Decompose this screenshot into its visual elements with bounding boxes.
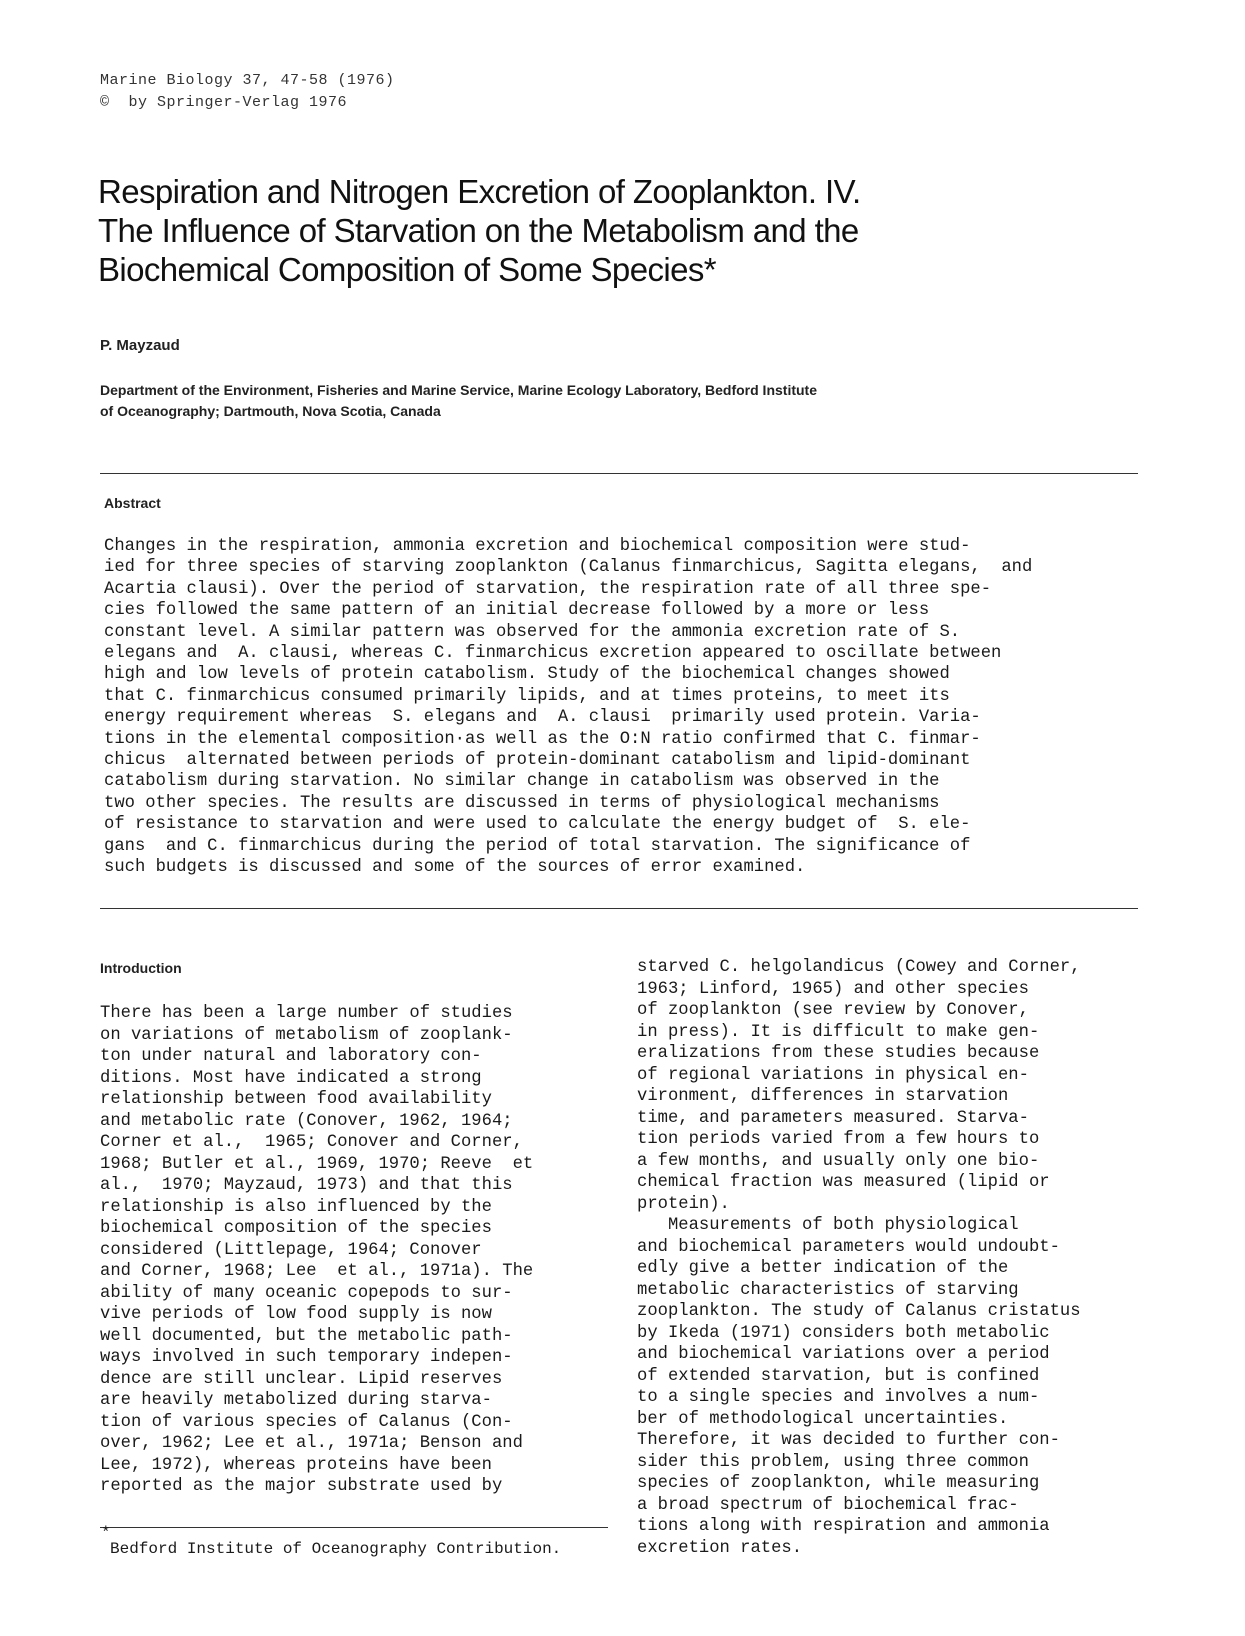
body-line: reported as the major substrate used by: [100, 1477, 503, 1496]
abstract-line: gans and C. finmarchicus during the period of total starvation. The significance of: [104, 836, 971, 856]
abstract-line: elegans and A. clausi, whereas C. finmarchicus excretion appeared to oscillate between: [104, 644, 1002, 664]
body-line: excretion rates.: [637, 1538, 803, 1558]
body-line: and biochemical variations over a period: [637, 1345, 1050, 1364]
body-line: tions along with respiration and ammonia: [637, 1517, 1050, 1536]
body-line: species of zooplankton, while measuring: [637, 1474, 1040, 1493]
abstract-line: tions in the elemental composition·as well as the O:N ratio confirmed that C. finmar-: [104, 729, 981, 749]
abstract-line: high and low levels of protein catabolism. Study of the biochemical changes showed: [104, 665, 950, 685]
title-line: Respiration and Nitrogen Excretion of Zooplankton. IV.: [98, 173, 861, 210]
body-line: relationship is also influenced by the: [100, 1197, 492, 1217]
body-line: ber of methodological uncertainties.: [637, 1409, 1009, 1429]
body-line: chemical fraction was measured (lipid or: [637, 1173, 1050, 1192]
body-line: metabolic characteristics of starving: [637, 1280, 1019, 1300]
journal-citation: Marine Biology 37, 47-58 (1976): [100, 72, 395, 89]
introduction-heading: Introduction: [100, 960, 182, 976]
body-line: a broad spectrum of biochemical frac-: [637, 1495, 1019, 1515]
abstract-bottom-rule: [100, 908, 1138, 909]
abstract-body: [104, 536, 1144, 879]
journal-copyright: © by Springer-Verlag 1976: [100, 94, 348, 111]
affiliation: [100, 380, 920, 422]
body-line: over, 1962; Lee et al., 1971a; Benson and: [100, 1434, 523, 1453]
abstract-line: of resistance to starvation and were used to calculate the energy budget of S. ele-: [104, 815, 971, 835]
body-line: of extended starvation, but is confined: [637, 1366, 1040, 1386]
author-name: P. Mayzaud: [100, 337, 180, 354]
abstract-line: catabolism during starvation. No similar change in catabolism was observed in the: [104, 772, 940, 792]
body-line: al., 1970; Mayzaud, 1973) and that this: [100, 1176, 513, 1195]
body-line: Measurements of both physiological: [637, 1216, 1019, 1235]
body-line: ability of many oceanic copepods to sur-: [100, 1283, 513, 1303]
abstract-line: Changes in the respiration, ammonia excretion and biochemical composition were stud-: [104, 537, 971, 556]
body-line: 1963; Linford, 1965) and other species: [637, 979, 1029, 999]
abstract-top-rule: [100, 473, 1138, 474]
body-line: edly give a better indication of the: [637, 1259, 1009, 1278]
body-line: in press). It is difficult to make gen-: [637, 1022, 1040, 1042]
body-line: considered (Littlepage, 1964; Conover: [100, 1240, 482, 1260]
body-line: There has been a large number of studies: [100, 1004, 513, 1023]
body-line: a few months, and usually only one bio-: [637, 1151, 1040, 1171]
title-line: Biochemical Composition of Some Species*: [98, 251, 716, 288]
journal-header: [100, 70, 395, 114]
body-line: 1968; Butler et al., 1969, 1970; Reeve et: [100, 1154, 534, 1174]
abstract-line: energy requirement whereas S. elegans and A. clausi primarily used protein. Varia-: [104, 708, 981, 728]
body-line: biochemical composition of the species: [100, 1219, 492, 1238]
body-line: ton under natural and laboratory con-: [100, 1047, 482, 1066]
body-line: eralizations from these studies because: [637, 1044, 1040, 1063]
body-line: tion of various species of Calanus (Con-: [100, 1412, 513, 1432]
abstract-line: ied for three species of starving zooplankton (Calanus finmarchicus, Sagitta elegans, and: [104, 558, 1033, 578]
body-line: and Corner, 1968; Lee et al., 1971a). The: [100, 1262, 534, 1281]
abstract-heading: Abstract: [104, 495, 161, 511]
body-line: protein).: [637, 1194, 730, 1214]
body-line: Therefore, it was decided to further con-: [637, 1431, 1060, 1450]
introduction-right-column: [637, 957, 1167, 1559]
paper-title: [98, 172, 1098, 289]
abstract-line: chicus alternated between periods of protein-dominant catabolism and lipid-dominant: [104, 751, 971, 771]
title-line: The Influence of Starvation on the Metabolism and the: [98, 212, 859, 249]
abstract-line: such budgets is discussed and some of the sources of error examined.: [104, 858, 806, 878]
body-line: ditions. Most have indicated a strong: [100, 1068, 482, 1088]
footnote-mark: *: [101, 1524, 111, 1542]
body-line: on variations of metabolism of zooplank-: [100, 1025, 513, 1045]
abstract-line: that C. finmarchicus consumed primarily lipids, and at times proteins, to meet its: [104, 686, 950, 706]
abstract-line: cies followed the same pattern of an initial decrease followed by a more or less: [104, 601, 930, 621]
body-line: dence are still unclear. Lipid reserves: [100, 1369, 503, 1389]
body-line: of zooplankton (see review by Conover,: [637, 1001, 1029, 1020]
body-line: and biochemical parameters would undoubt-: [637, 1237, 1060, 1257]
body-line: time, and parameters measured. Starva-: [637, 1108, 1029, 1128]
body-line: by Ikeda (1971) considers both metabolic: [637, 1323, 1050, 1343]
abstract-line: Acartia clausi). Over the period of starvation, the respiration rate of all three spe-: [104, 579, 992, 599]
body-line: vive periods of low food supply is now: [100, 1305, 492, 1324]
body-line: to a single species and involves a num-: [637, 1388, 1040, 1407]
affiliation-line: Department of the Environment, Fisheries and Marine Service, Marine Ecology Laboratory, Bedford Institute: [100, 382, 817, 398]
abstract-line: constant level. A similar pattern was observed for the ammonia excretion rate of S.: [104, 622, 961, 642]
body-line: tion periods varied from a few hours to: [637, 1130, 1040, 1149]
introduction-left-column: [100, 1003, 620, 1498]
body-line: Lee, 1972), whereas proteins have been: [100, 1455, 492, 1475]
body-line: of regional variations in physical en-: [637, 1065, 1029, 1085]
body-line: well documented, but the metabolic path-: [100, 1326, 513, 1346]
footnote-rule: [100, 1527, 608, 1528]
body-line: starved C. helgolandicus (Cowey and Corner,: [637, 958, 1081, 977]
body-line: sider this problem, using three common: [637, 1452, 1029, 1472]
body-line: zooplankton. The study of Calanus cristatus: [637, 1302, 1081, 1321]
body-line: relationship between food availability: [100, 1090, 492, 1109]
body-line: ways involved in such temporary indepen-: [100, 1348, 513, 1367]
body-line: vironment, differences in starvation: [637, 1087, 1009, 1106]
affiliation-line: of Oceanography; Dartmouth, Nova Scotia, Canada: [100, 403, 441, 419]
footnote-text: Bedford Institute of Oceanography Contribution.: [110, 1540, 562, 1558]
body-line: are heavily metabolized during starva-: [100, 1391, 492, 1410]
body-line: and metabolic rate (Conover, 1962, 1964;: [100, 1111, 513, 1131]
abstract-line: two other species. The results are discussed in terms of physiological mechanisms: [104, 793, 940, 813]
body-line: Corner et al., 1965; Conover and Corner,: [100, 1133, 523, 1152]
